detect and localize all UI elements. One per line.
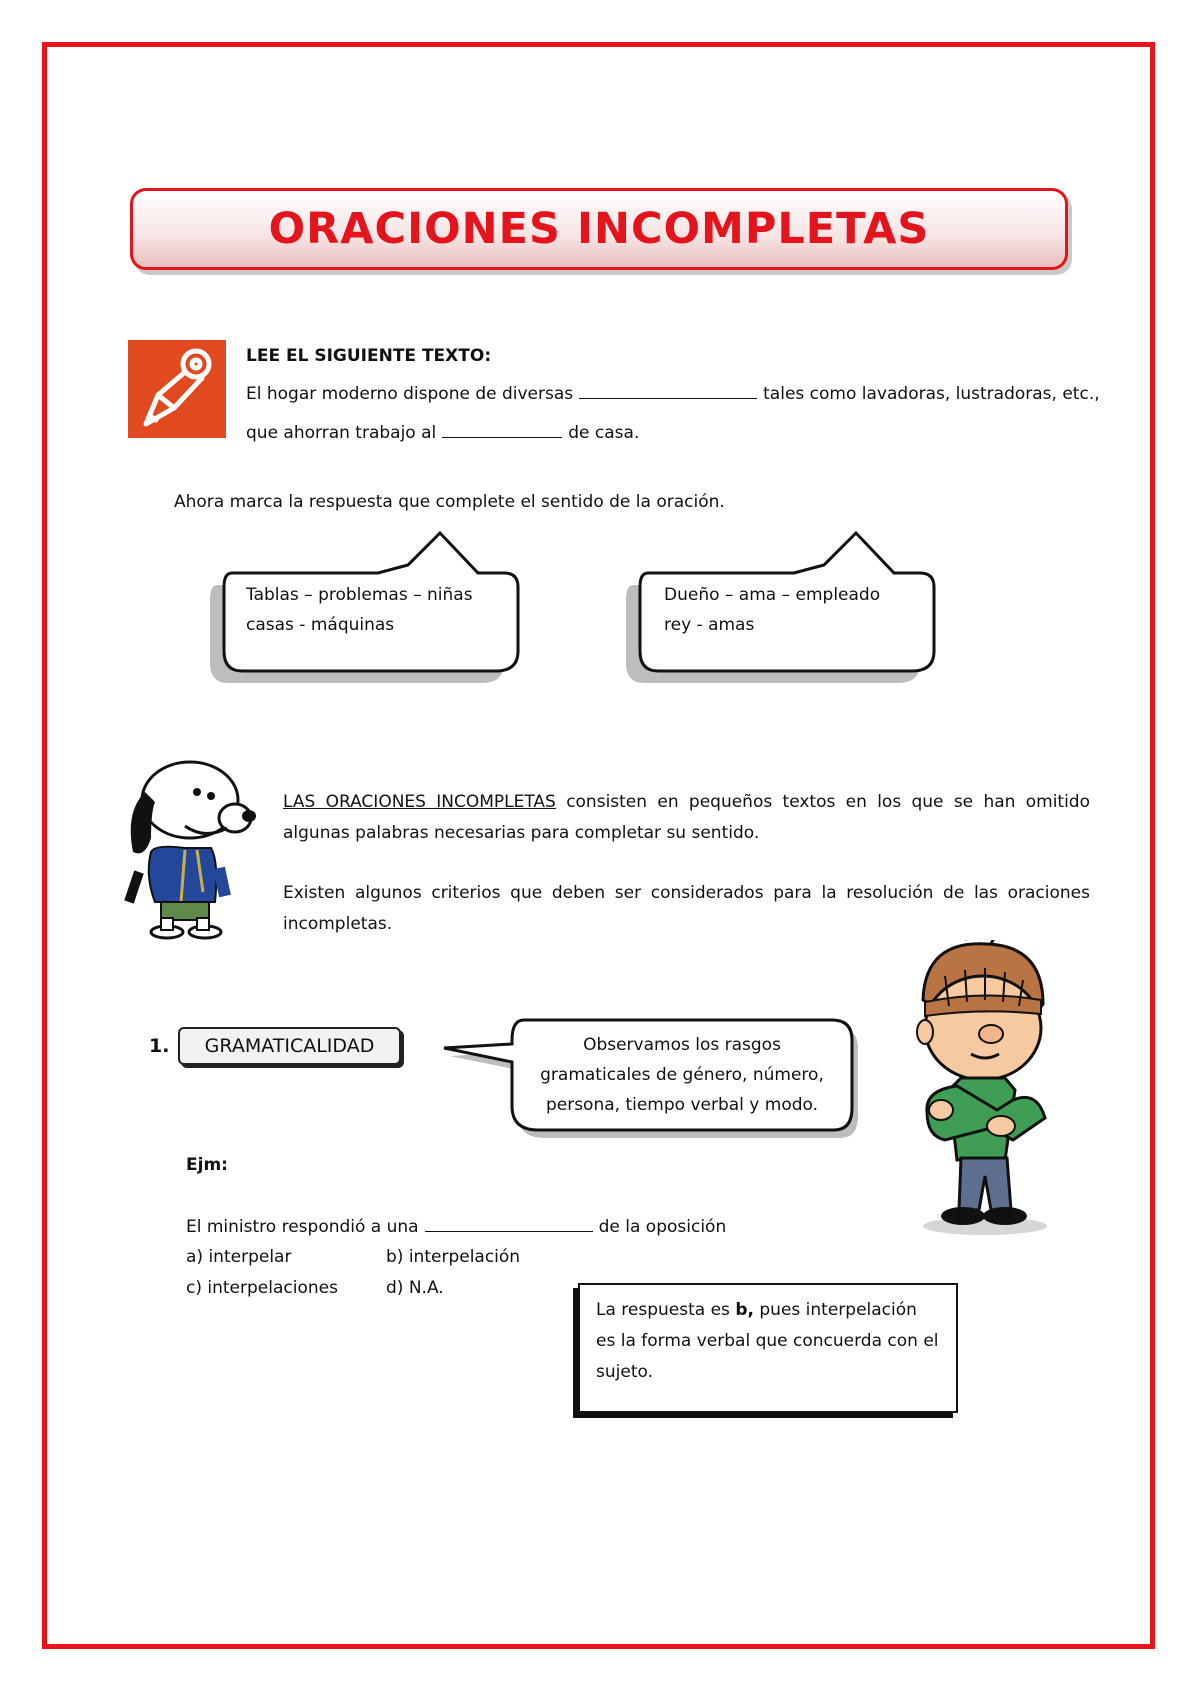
answer-text-start: La respuesta es <box>596 1300 730 1320</box>
section-number: 1. <box>149 1035 170 1057</box>
option-2-line-2: rey - amas <box>664 615 755 635</box>
bubble-line-3: persona, tiempo verbal y modo. <box>545 1095 819 1115</box>
example-option-d: d) N.A. <box>386 1278 444 1298</box>
gramaticalidad-bubble-text <box>512 1030 852 1120</box>
option-bubble-1 <box>210 525 530 695</box>
example-sentence <box>186 1215 726 1238</box>
gramaticalidad-label-box <box>178 1027 401 1065</box>
reading-line-1-start: El hogar moderno dispone de diversas <box>246 384 574 404</box>
pencil-icon <box>128 340 226 438</box>
option-1-line-1: Tablas – problemas – niñas <box>246 585 473 605</box>
gramaticalidad-label: GRAMATICALIDAD <box>204 1035 375 1057</box>
example-sentence-start: El ministro respondió a una <box>186 1217 419 1237</box>
instruction-text: Ahora marca la respuesta que complete el sentido de la oración. <box>174 492 725 512</box>
example-blank <box>425 1215 593 1232</box>
answer-letter: b, <box>735 1300 754 1320</box>
option-2-line-1: Dueño – ama – empleado <box>664 585 881 605</box>
reading-line-1 <box>246 382 1100 405</box>
reading-heading: LEE EL SIGUIENTE TEXTO: <box>246 346 492 366</box>
bubble-line-1: Observamos los rasgos <box>583 1035 781 1055</box>
definition-term: LAS ORACIONES INCOMPLETAS <box>283 792 556 812</box>
reading-line-2 <box>246 421 639 444</box>
boy-illustration <box>905 940 1055 1240</box>
example-option-c: c) interpelaciones <box>186 1278 338 1298</box>
definition-text: consisten en pequeños textos en los que se han omitido algunas palabras necesarias para completar su sentido. <box>283 792 1090 843</box>
example-label: Ejm: <box>186 1155 228 1175</box>
reading-line-2-start: que ahorran trabajo al <box>246 423 437 443</box>
example-sentence-end: de la oposición <box>598 1217 727 1237</box>
definition-paragraph <box>283 787 1090 849</box>
page-title: ORACIONES INCOMPLETAS <box>268 204 930 254</box>
answer-blank-1 <box>579 382 757 399</box>
example-option-a: a) interpelar <box>186 1247 292 1267</box>
reading-line-2-end: de casa. <box>568 423 640 443</box>
example-option-b: b) interpelación <box>386 1247 521 1267</box>
option-bubble-2 <box>626 525 946 695</box>
answer-box <box>578 1283 958 1413</box>
criteria-paragraph: Existen algunos criterios que deben ser considerados para la resolución de las oraciones incompletas. <box>283 883 1090 934</box>
dog-illustration <box>115 752 265 952</box>
bubble-line-2: gramaticales de género, número, <box>540 1065 824 1085</box>
reading-line-1-end: tales como lavadoras, lustradoras, etc., <box>763 384 1100 404</box>
answer-blank-2 <box>442 421 562 438</box>
title-banner <box>130 188 1068 270</box>
gramaticalidad-bubble <box>440 1010 860 1150</box>
answer-text-end: pues interpelación es la forma verbal que concuerda con el sujeto. <box>596 1300 939 1382</box>
option-1-line-2: casas - máquinas <box>246 615 395 635</box>
